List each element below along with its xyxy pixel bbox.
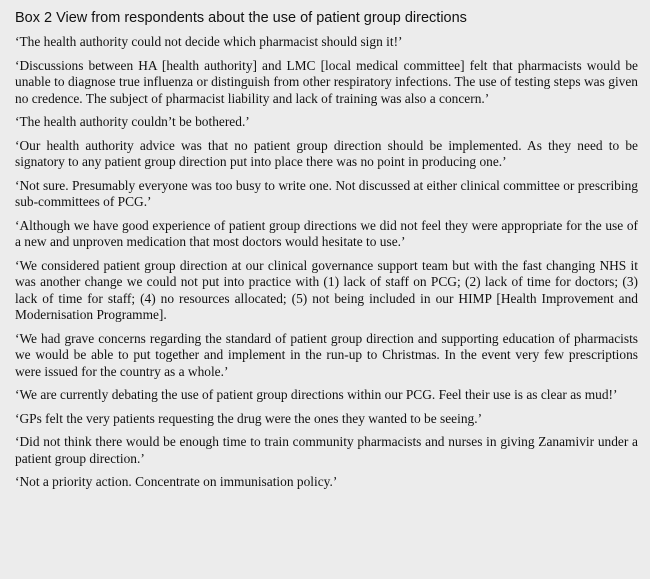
quote-4: ‘Our health authority advice was that no patient group direction should be implemented. As they need to be signatory to any patient group direction put into place there was no point in producing one.’	[15, 137, 638, 169]
quote-9: ‘We are currently debating the use of patient group directions within our PCG. Feel their use is as clear as mud!’	[15, 387, 618, 402]
quote-5: ‘Not sure. Presumably everyone was too busy to write one. Not discussed at either clinical committee or prescribing sub-committees of PCG.’	[15, 177, 638, 209]
quote-11: ‘Did not think there would be enough time to train community pharmacists and nurses in giving Zanamivir under a patient group direction.’	[15, 434, 638, 466]
quote-2: ‘Discussions between HA [health authority] and LMC [local medical committee] felt that pharmacists would be unable to diagnose true influenza or distinguish from other respiratory infections. The use of testing steps was given no credence. The subject of pharmacist liability and lack of training was also a concern.’	[15, 57, 638, 106]
quote-10: ‘GPs felt the very patients requesting the drug were the ones they wanted to be seeing.’	[15, 410, 483, 426]
quote-12: ‘Not a priority action. Concentrate on immunisation policy.’	[15, 474, 338, 489]
quote-list	[15, 34, 638, 491]
box-title: Box 2 View from respondents about the use of patient group directions	[15, 10, 467, 26]
quote-6: ‘Although we have good experience of patient group directions we did not feel they were appropriate for the use of a new and unproven medication that most doctors would hesitate to use.’	[15, 217, 638, 249]
quote-7: ‘We considered patient group direction at our clinical governance support team but with the fast changing NHS it was another change we could not put into practice with (1) lack of staff on PCG; (2) lack of time for doctors; (3) lack of time for staff; (4) no resources allocated; (5) not being included in our HIMP [Health Improvement and Modernisation Programme].	[15, 257, 638, 322]
quote-3: ‘The health authority couldn’t be bothered.’	[15, 114, 250, 129]
quote-8: ‘We had grave concerns regarding the standard of patient group direction and supporting education of pharmacists we would be able to put together and implement in the run-up to Christmas. In the event very few prescriptions were issued for the country as a whole.’	[15, 330, 638, 379]
quote-1: ‘The health authority could not decide which pharmacist should sign it!’	[15, 34, 403, 49]
